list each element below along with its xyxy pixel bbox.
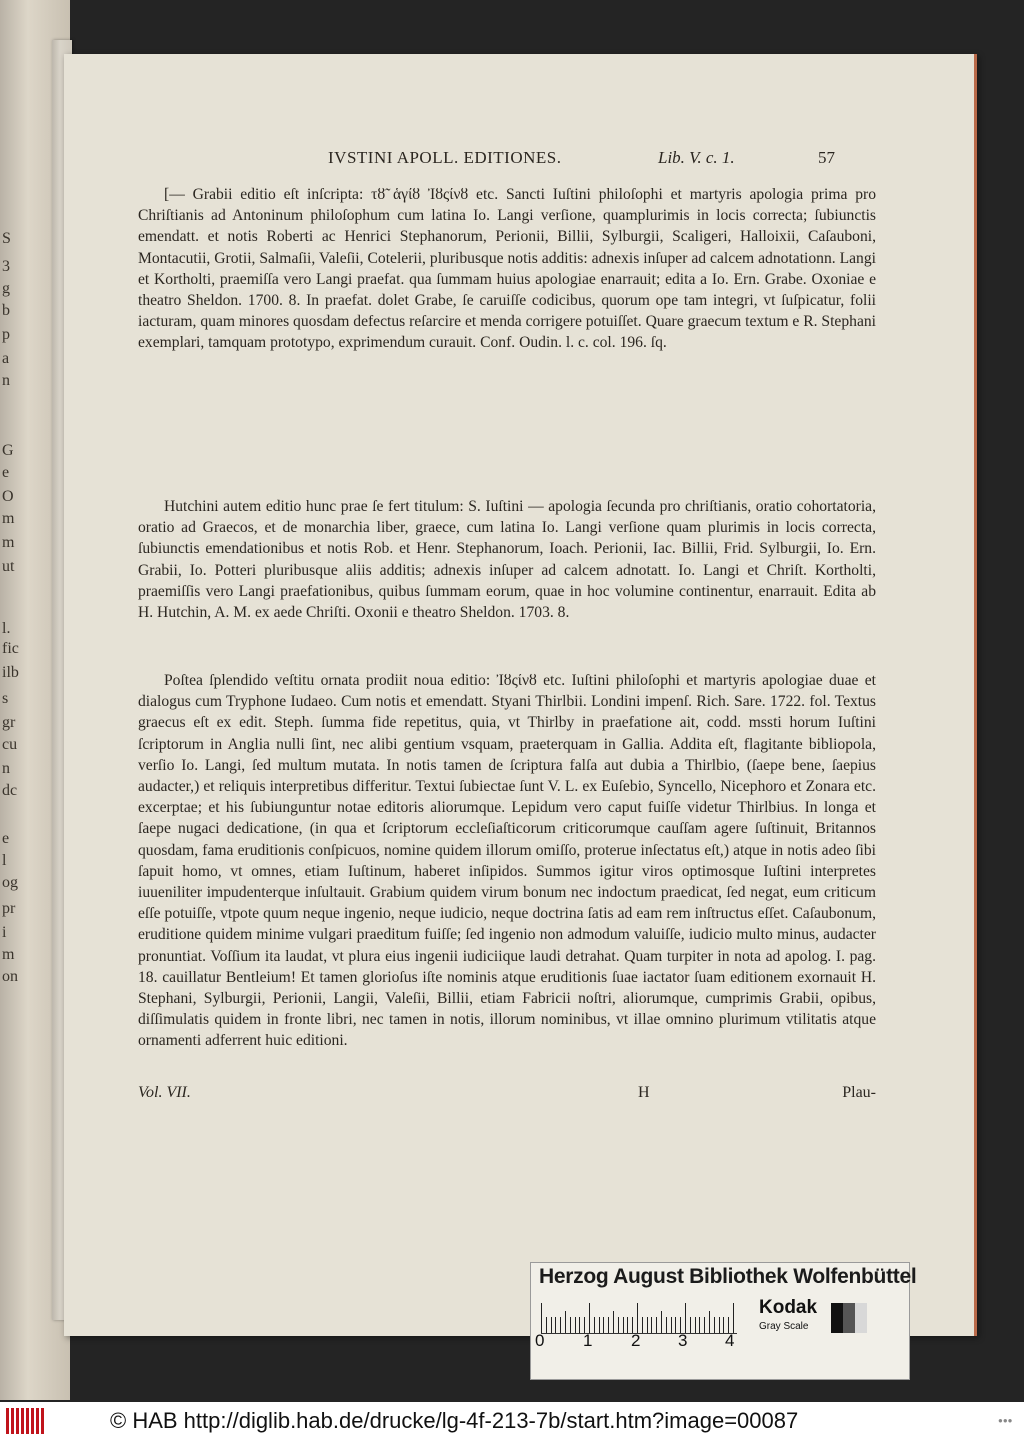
running-head-title: IVSTINI APOLL. EDITIONES.	[328, 148, 562, 167]
signature-mark: H	[638, 1084, 650, 1101]
copyright-url[interactable]: © HAB http://diglib.hab.de/drucke/lg-4f-213-7b/start.htm?image=00087	[110, 1408, 799, 1433]
left-page-fragment: cu	[2, 736, 18, 753]
ruler-label-0: 0	[535, 1331, 545, 1350]
left-page-fragment: pr	[2, 900, 16, 917]
gray-swatch-dark	[831, 1303, 843, 1333]
logo-bar	[36, 1408, 39, 1434]
gray-scale-label: Gray Scale	[759, 1321, 809, 1332]
left-page-fragment: 3	[2, 258, 10, 275]
left-page-fragment: m	[2, 510, 15, 527]
left-page-fragment: e	[2, 464, 10, 481]
paragraph-hutchin-edition: Hutchini autem editio hunc prae ſe fert titulum: S. Iuſtini — apologia ſecunda pro chriſtianis, oratio cohortatoria, oratio ad Graecos, et de monarchia liber, graece, cum latina Io. Langi verſione quam plurimis in locis correcta, ſubiunctis emendationibus et notis Rob. et Henr. Stephanorum, Ioach. Perionii, Iac. Billii, Frid. Sylburgii, Io. Ern. Grabii, Io. Potteri pluribusque aliis additis; adnexis inſuper ad calcem adnotatt. Io. Langi et Chriſt. Kortholti, praemiſſis vero Langi praefationibus, quibus ſummam eorum, quae in hoc volumine continentur, enarrauit. Edita ab H. Hutchin, A. M. ex aede Chriſti. Oxonii e theatro Sheldon. 1703. 8.	[138, 498, 876, 622]
running-head-book-chapter: Lib. V. c. 1.	[658, 148, 735, 167]
kodak-logo: Kodak	[759, 1297, 818, 1318]
left-page-fragment: l.	[2, 620, 11, 637]
left-page-fragment: b	[2, 302, 10, 319]
institution-name: Herzog August Bibliothek Wolfenbüttel	[539, 1265, 917, 1288]
left-page-fragment: og	[2, 874, 18, 891]
left-page-fragment: on	[2, 968, 18, 985]
logo-bar	[31, 1408, 34, 1434]
ruler-tick	[613, 1311, 614, 1333]
left-page-fragment: n	[2, 372, 10, 389]
left-page-fragment: n	[2, 760, 10, 777]
ruler-tick	[565, 1311, 566, 1333]
gray-swatch-mid	[843, 1303, 855, 1333]
scale-ruler	[541, 1299, 737, 1334]
logo-bar	[21, 1408, 24, 1434]
left-page-fragment: i	[2, 924, 7, 941]
bottom-bar	[0, 1402, 1024, 1440]
hab-logo-icon	[6, 1408, 46, 1434]
left-page-fragment: G	[2, 442, 14, 459]
ruler-tick	[541, 1303, 542, 1333]
left-page-fragment: e	[2, 830, 10, 847]
ruler-labels	[535, 1331, 745, 1355]
left-page-fragment: O	[2, 488, 14, 505]
ruler-tick	[661, 1311, 662, 1333]
volume-label: Vol. VII.	[138, 1084, 191, 1101]
page-footer	[138, 1084, 876, 1108]
left-page-fragment: m	[2, 534, 15, 551]
ruler-tick	[637, 1303, 638, 1333]
logo-bar	[11, 1408, 14, 1434]
logo-bar	[26, 1408, 29, 1434]
logo-bar	[41, 1408, 44, 1434]
ruler-label-1: 1	[583, 1331, 593, 1350]
paragraph-thirlby-edition: Poſtea ſplendido veſtitu ornata prodiit noua editio: Ἰȣςίνȣ etc. Iuſtini philoſophi et martyris apologiae duae et dialogus cum Tryphone Iudaeo. Cum notis et emendatt. Styani Thirlbii. Londini impenſ. Rich. Sare. 1722. fol. Textus graecus eſt ex edit. Steph. ſumma fide repetitus, quia, vt Thirlby in praefatione ait, codd. mssti horum Iuſtini ſcriptorum in Anglia nulli ſint, nec alibi gentium vsquam, praeterquam in Gallia. Addita eſt, flagitante bibliopola, verſio Io. Langi, ſed multum mutata. In notis tamen de ſcriptura falſa aut dubia a Thirlbio, (ſaepe bene, ſaepius audacter,) et reliquis interpretibus differitur. Textui ſubiectae ſunt V. L. ex Euſebio, Syncello, Nicephoro et Zonara etc. excerptae; et his ſubiunguntur notae editoris aliorumque. Lepidum vero caput fuiſſe videtur Thirlbius. In longa et ſaepe nugaci dedicatione, (in qua et ſcriptorum eccleſiaſticorum criticorumque cauſſam agere ſuſtinuit, Britannos quosdam, fama eruditionis conſpicuos, nomine quidem illorum omiſſo, proterue inſectatus eſt,) atque in notis adeo ſibi ſapuit homo, vt omnes, etiam Iuſtinum, haberet inſipidos. Summos igitur viros optimosque Iuſtini interpretes iuueniliter impudenterque inſultauit. Grabium quidem virum bonum nec indoctum praedicat, ſed negat, eum criticum eſſe potuiſſe, vtpote quum neque ingenio, neque iudicio, neque doctrina ſatis ad eam rem inſtructus eſſet. Caſaubonum, eruditione quidem minime vulgari praeditum fuiſſe; ſed ingenio non admodum valuiſſe, iudicio multo minus, audacter pronuntiat. Voſſium ita laudat, vt plura eius ingenii iudiciique laudi detrahat. Quam turpiter in nota ad apolog. I. pag. 18. cauillatur Bentleium! Et tamen glorioſus iſte nominis atque eruditionis ſuae iactator ſuam editionem exornauit H. Stephani, Sylburgii, Perionii, Langii, Valeſii, Billii, etiam Fabricii noſtri, aliorumque, cumprimis Grabii, opibus, diſſimulatis quidem in fronte libri, nec tamen in notis, illorum nominibus, vt illae omnino plurimum vtilitatis atque ornamenti adferrent huic editioni.	[138, 672, 876, 1050]
ruler-label-4: 4	[725, 1331, 735, 1350]
left-page-fragment: ut	[2, 558, 15, 575]
left-page-fragment: g	[2, 280, 10, 297]
logo-bar	[16, 1408, 19, 1434]
left-page-fragment: p	[2, 326, 10, 343]
ruler-label-3: 3	[678, 1331, 688, 1350]
ruler-label-2: 2	[631, 1331, 641, 1350]
left-page-fragment: s	[2, 690, 9, 707]
ruler-tick	[709, 1311, 710, 1333]
page-number: 57	[818, 148, 835, 167]
left-page-fragment: fic	[2, 640, 19, 657]
logo-bar	[6, 1408, 9, 1434]
book-page	[64, 54, 977, 1336]
left-page-fragment: ilb	[2, 664, 19, 681]
left-page-fragment: gr	[2, 714, 16, 731]
catchword: Plau-	[842, 1084, 876, 1101]
color-reference-card	[530, 1262, 917, 1380]
ruler-tick	[589, 1303, 590, 1333]
menu-dots-icon[interactable]: ●●●	[998, 1416, 1013, 1425]
ruler-tick	[685, 1303, 686, 1333]
paragraph-grabe-edition: [— Grabii editio eſt inſcripta: τȣ̃ ἁγίȣ Ἰȣςίνȣ etc. Sancti Iuſtini philoſophi et martyris apologia prima pro Chriſtianis ad Antoninum philoſophum cum latina Io. Langi verſione, quamplurimis in locis correcta; ſubiunctis emendatt. et notis Roberti ac Henrici Stephanorum, Perionii, Billii, Sylburgii, Scaligeri, Halloixii, Caſauboni, Montacutii, Grotii, Salmaſii, Valeſii, Cotelerii, pluribusque notis additis: adnexis inſuper ad calcem adnotationn. Langi et Kortholti, praemiſſa vero Langi praefat. qua ſummam huius apologiae enarrauit; edita a Io. Ern. Grabe. Oxoniae e theatro Sheldon. 1700. 8. In praefat. dolet Grabe, ſe caruiſſe codicibus, quorum ope tam integri, vt ſuſpicatur, folii iacturam, quam minores quosdam defectus reſarcire et menda corrigere potuiſſet. Quare graecum textum e R. Stephani exemplari, tamquam prototypo, exprimendum curauit. Conf. Oudin. l. c. col. 196. ſq.	[138, 186, 876, 352]
gray-swatch-light	[855, 1303, 867, 1333]
ruler-tick	[733, 1303, 734, 1333]
left-page-fragment: m	[2, 946, 15, 963]
left-page-fragment: l	[2, 852, 7, 869]
left-page-fragment: S	[2, 230, 11, 247]
running-head	[328, 148, 888, 178]
left-page-fragment: dc	[2, 782, 18, 799]
left-page-fragment: a	[2, 350, 10, 367]
